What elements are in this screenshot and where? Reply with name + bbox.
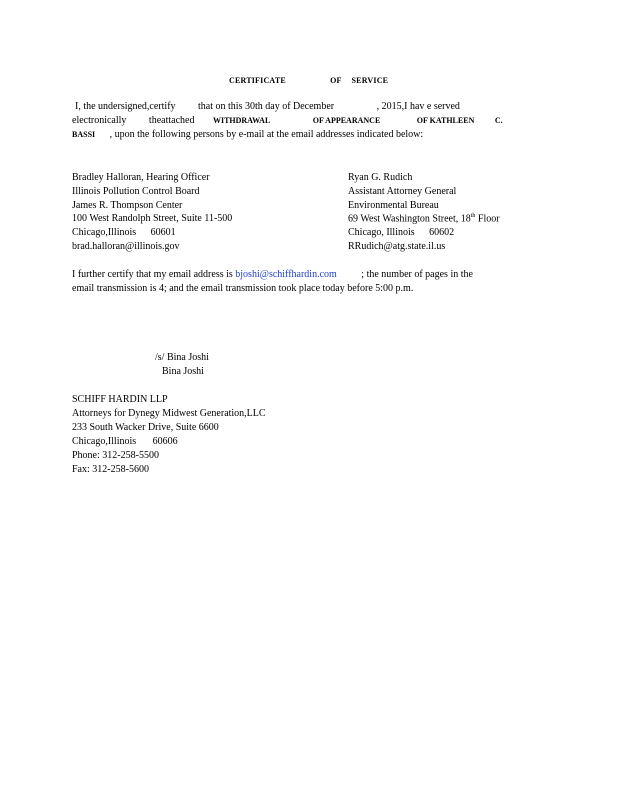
- sender-email-link[interactable]: bjoshi@schiffhardin.com: [235, 269, 337, 280]
- intro-line2-b: theattached: [148, 115, 195, 126]
- certify-line-1: [72, 269, 473, 280]
- firm-city-name: Chicago,Illinois: [72, 436, 137, 447]
- right-city: Chicago, Illinois: [348, 227, 415, 238]
- left-recipient-building: James R. Thompson Center: [72, 200, 183, 211]
- document-title: [229, 76, 388, 85]
- intro-line3-b: , upon the following persons by e-mail at the email addresses indicated below:: [109, 129, 424, 140]
- intro-document-name: WITHDRAWAL: [212, 116, 271, 125]
- certify-line1-a: I further certify that my email address is: [72, 269, 233, 280]
- certify-line1-b: ; the number of pages in the: [361, 269, 473, 280]
- right-street-sup: th: [470, 213, 476, 219]
- left-recipient-name: Bradley Halloran, Hearing Officer: [72, 172, 210, 183]
- left-zip: 60601: [150, 227, 176, 238]
- right-recipient-name: Ryan G. Rudich: [348, 172, 413, 183]
- right-recipient-title: Assistant Attorney General: [348, 186, 457, 197]
- left-recipient-org: Illinois Pollution Control Board: [72, 186, 200, 197]
- right-street-end: Floor: [477, 213, 500, 225]
- firm-street: 233 South Wacker Drive, Suite 6600: [72, 422, 219, 433]
- firm-zip: 60606: [152, 436, 178, 447]
- intro-appearance: OF APPEARANCE: [312, 116, 381, 125]
- intro-line1-c: , 2015,I hav e served: [376, 101, 460, 112]
- right-recipient-street: [348, 213, 500, 224]
- firm-attorneys: Attorneys for Dynegy Midwest Generation,LLC: [72, 408, 266, 419]
- firm-city: [72, 436, 178, 447]
- signature-line: /s/ Bina Joshi: [155, 352, 209, 363]
- right-recipient-email[interactable]: RRudich@atg.state.il.us: [348, 241, 446, 252]
- intro-line1-a: I, the undersigned,certify: [75, 101, 176, 112]
- firm-phone: Phone: 312-258-5500: [72, 450, 159, 461]
- left-recipient-email[interactable]: brad.halloran@illinois.gov: [72, 241, 180, 252]
- title-part-certificate: CERTIFICATE: [229, 76, 286, 85]
- left-recipient-city: [72, 227, 176, 238]
- right-recipient-bureau: Environmental Bureau: [348, 200, 439, 211]
- intro-kathleen: OF KATHLEEN: [416, 116, 475, 125]
- intro-line1-b: that on this 30th day of December: [198, 101, 335, 112]
- intro-line2-a: electronically: [72, 115, 127, 126]
- intro-initial: C.: [494, 116, 503, 125]
- intro-line-1: [75, 101, 460, 112]
- firm-fax: Fax: 312-258-5600: [72, 464, 149, 475]
- intro-bassi: BASSI: [72, 130, 96, 139]
- intro-line-3: [72, 129, 423, 140]
- title-part-of: OF: [330, 76, 342, 85]
- intro-line-2: [72, 115, 503, 126]
- right-zip: 60602: [429, 227, 455, 238]
- left-city: Chicago,Illinois: [72, 227, 137, 238]
- right-recipient-city: [348, 227, 454, 238]
- firm-name: SCHIFF HARDIN LLP: [72, 394, 168, 405]
- left-recipient-street: 100 West Randolph Street, Suite 11-500: [72, 213, 233, 224]
- signature-name: Bina Joshi: [162, 366, 204, 377]
- right-street: 69 West Washington Street, 18: [348, 213, 471, 225]
- certify-line-2: email transmission is 4; and the email transmission took place today before 5:00 p.m.: [72, 283, 414, 294]
- title-part-service: SERVICE: [351, 76, 389, 85]
